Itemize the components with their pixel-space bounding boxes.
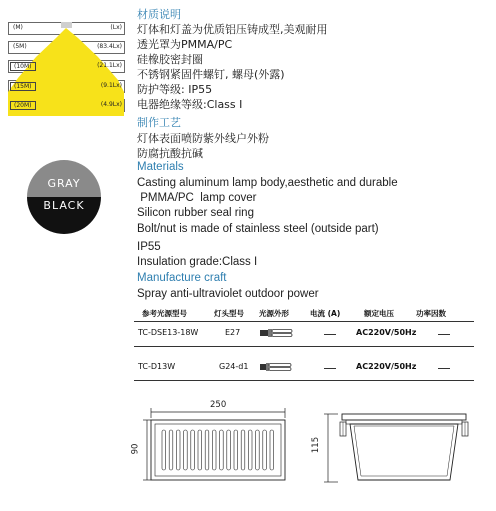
table-divider [134, 346, 474, 347]
vent-slot [248, 430, 252, 470]
col-header: 光源外形 [259, 309, 289, 318]
vent-slot [256, 430, 260, 470]
lamp-spec-table [134, 304, 474, 382]
vent-slot [263, 430, 267, 470]
col-header: 参考光源型号 [142, 309, 187, 318]
table-divider [134, 380, 474, 381]
spec-line-en: Casting aluminum lamp body,aesthetic and durable [137, 177, 398, 189]
beam-row [8, 41, 125, 53]
craft-heading-cn: 制作工艺 [137, 116, 181, 129]
cell-current [324, 368, 336, 369]
lux-label: (4.9Lx) [100, 101, 122, 108]
cell-pf [438, 334, 450, 335]
beam-row [8, 60, 125, 72]
col-header: 电流 (A) [310, 309, 341, 318]
vent-slot [205, 430, 209, 470]
distance-label: (M) [13, 24, 23, 31]
craft-line: 防腐抗酸抗碱 [137, 147, 203, 160]
col-header: 额定电压 [364, 309, 394, 318]
spec-line: 不锈钢紧固件螺钉, 螺母(外露) [137, 68, 285, 81]
beam-row [8, 22, 125, 34]
spec-line: 透光罩为PMMA/PC [137, 38, 233, 51]
vent-slot [220, 430, 224, 470]
color-gray-label: GRAY [47, 177, 81, 190]
light-distribution-diagram [8, 22, 125, 117]
lux-label: (9.1Lx) [100, 82, 122, 89]
depth-dimension: 115 [311, 436, 322, 454]
cell-model: TC-DSE13-18W [138, 328, 199, 337]
lux-label: (21.1Lx) [97, 62, 122, 69]
vent-slot [162, 430, 166, 470]
distance-label: (5M) [13, 43, 27, 50]
cell-base: G24-d1 [219, 362, 249, 371]
spec-line: 电器绝缘等级:Class I [137, 98, 243, 111]
lux-label: (Lx) [110, 24, 122, 31]
craft-line-en: Spray anti-ultraviolet outdoor power [137, 288, 319, 300]
col-header: 功率因数 [416, 309, 446, 318]
vent-slot [191, 430, 195, 470]
spec-line-en: Silicon rubber seal ring [137, 207, 254, 219]
distance-label: (10M) [10, 62, 36, 71]
height-dimension: 90 [130, 443, 141, 455]
cell-model: TC-D13W [138, 362, 176, 371]
vent-slot [169, 430, 173, 470]
table-divider [134, 321, 474, 322]
compact-lamp-icon [258, 327, 300, 339]
spec-line: 灯体和灯盖为优质铝压铸成型,美观耐用 [137, 23, 328, 36]
compact-lamp-icon [258, 361, 300, 373]
front-view-drawing [130, 398, 320, 488]
cell-pf [438, 368, 450, 369]
cell-current [324, 334, 336, 335]
vent-slot [241, 430, 245, 470]
spec-line-en: IP55 [137, 241, 161, 253]
craft-line: 灯体表面喷防紫外线户外粉 [137, 132, 269, 145]
materials-heading-en: Materials [137, 161, 184, 173]
spec-line: 防护等级: IP55 [137, 83, 213, 96]
beam-row [8, 80, 125, 92]
material-heading-cn: 材质说明 [137, 8, 181, 21]
distance-label: (20M) [10, 101, 36, 110]
spec-line-en: Insulation grade:Class I [137, 256, 258, 268]
side-view-outline [312, 404, 472, 494]
vent-slot [270, 430, 274, 470]
cell-base: E27 [225, 328, 241, 337]
vent-slot [198, 430, 202, 470]
color-options-badge [27, 160, 101, 234]
front-view-outline [140, 398, 320, 488]
cell-voltage: AC220V/50Hz [356, 362, 417, 371]
spec-line-en: PMMA/PC lamp cover [137, 192, 257, 204]
lux-label: (83.4Lx) [97, 43, 122, 50]
side-view-drawing [312, 404, 472, 494]
vent-slot [234, 430, 238, 470]
vent-slot [184, 430, 188, 470]
vent-slot [176, 430, 180, 470]
cell-voltage: AC220V/50Hz [356, 328, 417, 337]
beam-row [8, 99, 125, 111]
vent-slot [227, 430, 231, 470]
col-header: 灯头型号 [214, 309, 244, 318]
craft-heading-en: Manufacture craft [137, 272, 227, 284]
vent-slot [212, 430, 216, 470]
color-black-label: BLACK [43, 199, 85, 212]
width-dimension: 250 [210, 400, 227, 410]
distance-label: (15M) [10, 82, 36, 91]
spec-line: 硅橡胶密封圈 [137, 53, 203, 66]
spec-line-en: Bolt/nut is made of stainless steel (outside part) [137, 223, 379, 235]
